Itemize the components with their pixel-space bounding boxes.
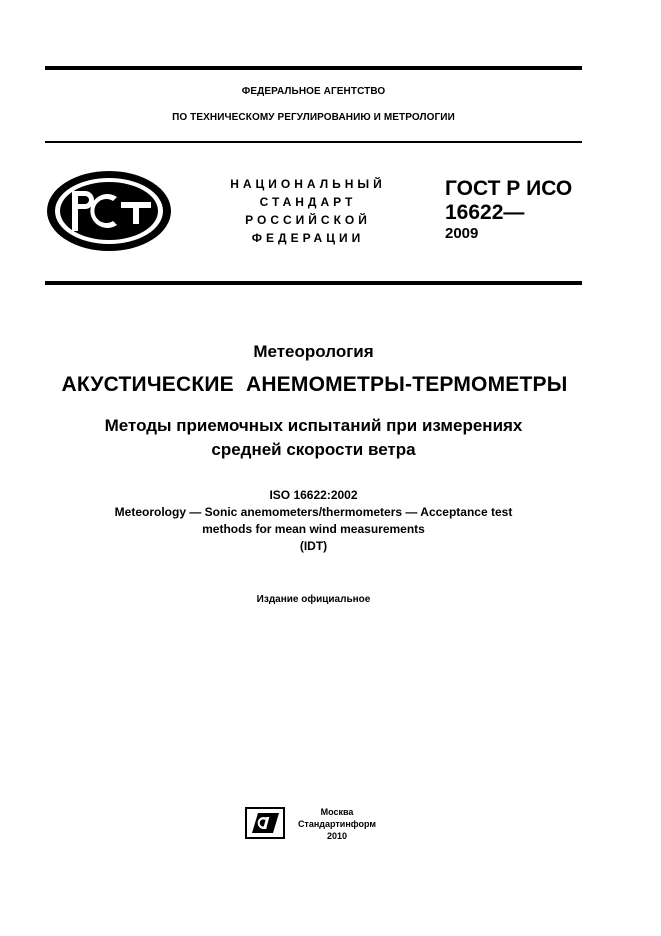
subtitle-line-2: средней скорости ветра bbox=[211, 440, 416, 459]
designation-number: 16622— bbox=[445, 201, 525, 224]
designation-year: 2009 bbox=[445, 225, 479, 242]
publisher-block bbox=[287, 806, 387, 842]
national-standard-line-3: РОССИЙСКОЙ bbox=[245, 213, 371, 227]
iso-title-line-1: Meteorology — Sonic anemometers/thermometers — Acceptance test bbox=[114, 505, 513, 519]
national-standard-line-4: ФЕДЕРАЦИИ bbox=[251, 231, 365, 245]
top-rule bbox=[45, 66, 582, 70]
publisher-year: 2010 bbox=[326, 831, 348, 841]
subtitle-line-1: Методы приемочных испытаний при измерениях bbox=[104, 416, 523, 435]
iso-code: ISO 16622:2002 bbox=[269, 488, 358, 502]
designation-block bbox=[445, 177, 585, 242]
document-subtitle bbox=[45, 414, 582, 462]
iso-title-line-2: methods for mean wind measurements bbox=[202, 522, 425, 536]
national-standard-line-1: НАЦИОНАЛЬНЫЙ bbox=[230, 177, 386, 191]
iso-equivalence: (IDT) bbox=[299, 539, 328, 553]
edition-label: Издание официальное bbox=[256, 594, 371, 605]
national-standard-block bbox=[208, 175, 408, 247]
designation-line-1: ГОСТ Р ИСО bbox=[445, 177, 573, 200]
header-rule bbox=[45, 281, 582, 285]
iso-reference bbox=[45, 487, 582, 555]
publisher-city: Москва bbox=[320, 807, 354, 817]
agency-line-1: ФЕДЕРАЛЬНОЕ АГЕНТСТВО bbox=[241, 86, 386, 97]
standartinform-logo-icon bbox=[245, 807, 285, 839]
document-title: АКУСТИЧЕСКИЕ АНЕМОМЕТРЫ-ТЕРМОМЕТРЫ bbox=[61, 373, 568, 396]
agency-line-2: ПО ТЕХНИЧЕСКОМУ РЕГУЛИРОВАНИЮ И МЕТРОЛОГИИ bbox=[172, 112, 455, 123]
publisher-name: Стандартинформ bbox=[297, 819, 377, 829]
national-standard-line-2: СТАНДАРТ bbox=[259, 195, 357, 209]
rst-certification-mark-icon bbox=[45, 169, 173, 253]
subject-heading: Метеорология bbox=[253, 342, 374, 361]
agency-rule bbox=[45, 141, 582, 143]
